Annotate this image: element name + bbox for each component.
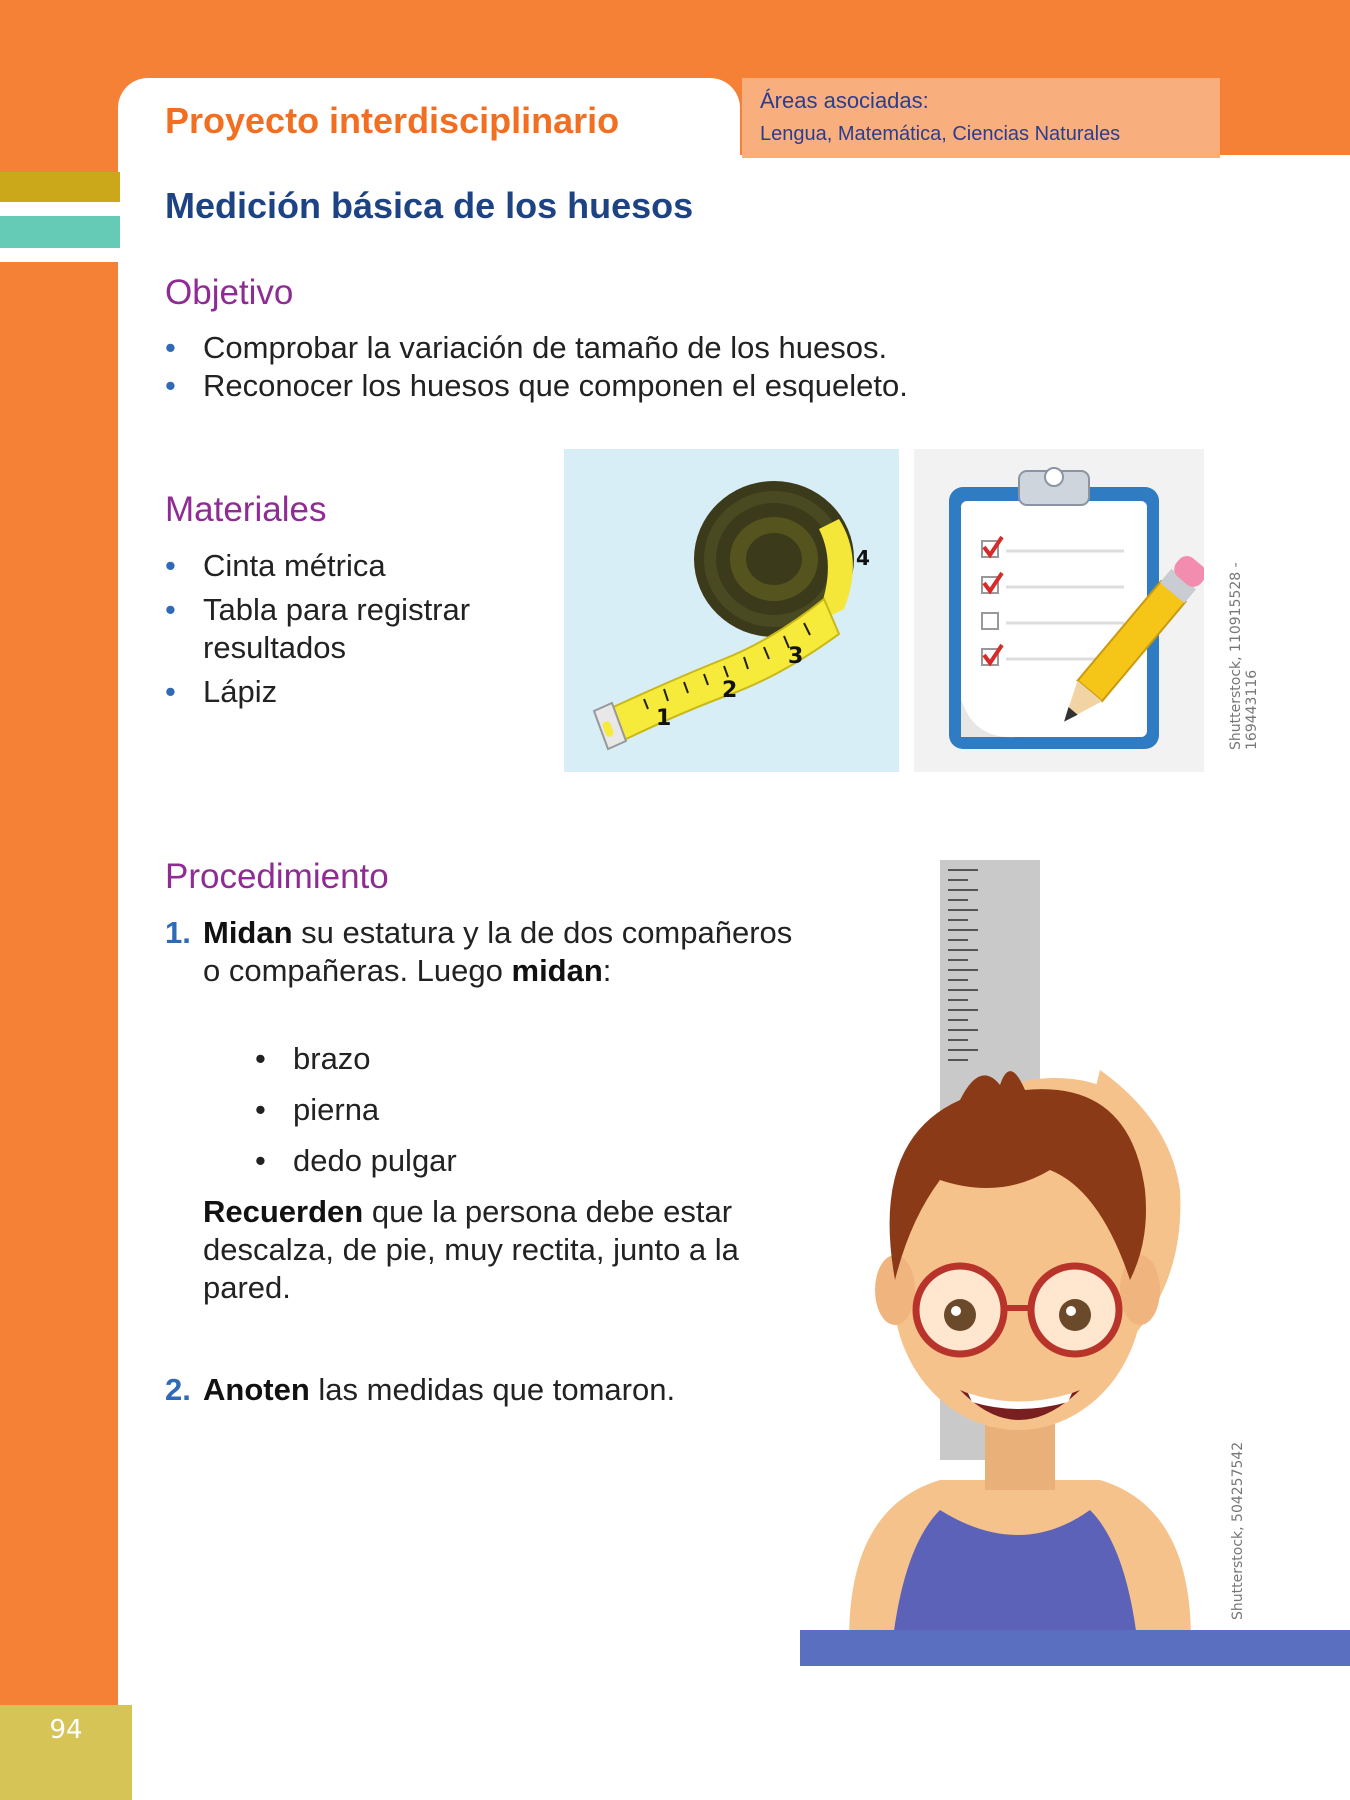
child-measuring-illustration [800,860,1350,1666]
left-margin-band [0,155,118,1705]
list-item: • Lápiz [165,673,545,711]
objetivo-heading: Objetivo [165,273,294,312]
list-item: • pierna [255,1091,457,1129]
svg-text:2: 2 [722,678,738,703]
decorative-stripe-gap [0,248,120,262]
list-item: • Reconocer los huesos que componen el esqueleto. [165,367,1065,405]
image-credit: Shutterstock, 110915528 - 169443116 [1228,562,1260,750]
step-2 [165,1371,813,1409]
materiales-list [165,547,545,717]
list-item: • dedo pulgar [255,1142,457,1180]
areas-label: Áreas asociadas: [760,88,929,113]
step-keyword: Recuerden [203,1194,364,1229]
page-number: 94 [49,1715,83,1745]
step-keyword: Midan [203,915,293,950]
step-keyword: midan [511,953,603,988]
clipboard-image [914,449,1204,772]
objetivo-list [165,329,1065,405]
list-item: • Tabla para registrar resultados [165,591,545,667]
step-text: las medidas que tomaron. [309,1372,676,1407]
page-title: Medición básica de los huesos [165,185,694,226]
step-1 [165,914,813,990]
step-text: su estatura y la de dos compañeros o compañeras. Luego [203,915,793,988]
list-item: • Comprobar la variación de tamaño de los huesos. [165,329,1065,367]
svg-text:3: 3 [788,644,804,669]
list-item: • Cinta métrica [165,547,545,585]
header-title: Proyecto interdisciplinario [165,100,620,141]
areas-value: Lengua, Matemática, Ciencias Naturales [760,123,1121,145]
svg-text:4: 4 [856,546,870,570]
decorative-stripe-gold [0,172,120,202]
step-note [203,1193,763,1307]
materiales-heading: Materiales [165,490,327,529]
decorative-stripe-gap [0,202,120,216]
step-number: 1. [165,915,191,950]
step-keyword: Anoten [203,1372,310,1407]
procedimiento-heading: Procedimiento [165,857,389,896]
tape-measure-image [564,449,899,772]
list-item: • brazo [255,1040,457,1078]
step-number: 2. [165,1372,191,1407]
image-credit: Shutterstock, 504257542 [1230,1441,1246,1620]
step-text: que la persona debe estar descalza, de pie, muy rectita, junto a la pared. [203,1194,739,1305]
step-text: : [602,953,612,988]
decorative-stripe-teal [0,216,120,248]
svg-text:1: 1 [656,706,672,731]
measure-list [255,1040,457,1193]
